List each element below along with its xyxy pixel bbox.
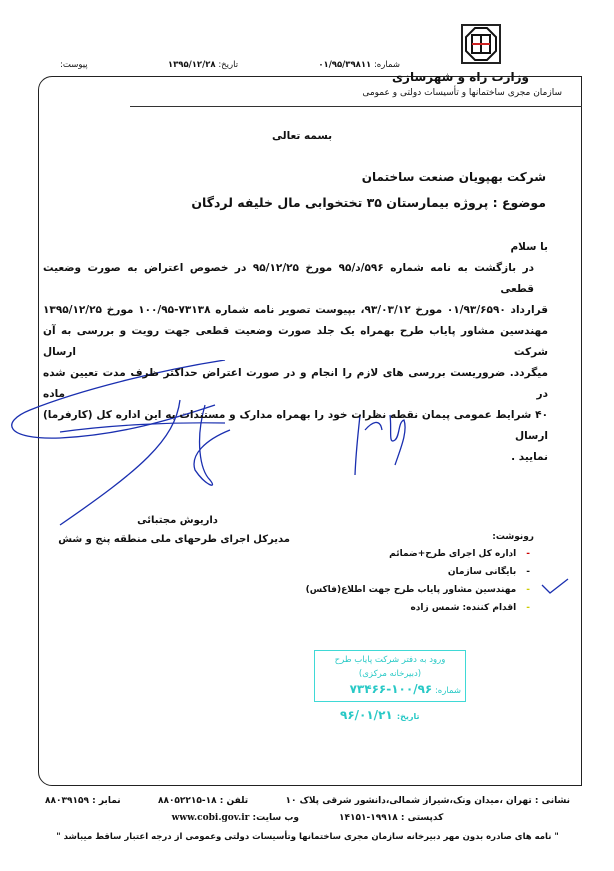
footer-fax: نمابر : ۸۸۰۳۹۱۵۹ <box>45 796 121 806</box>
organization-name: سازمان مجری ساختمانها و تأسیسات دولتی و عمومی <box>362 88 562 98</box>
footer-notice: " نامه های صادره بدون مهر دبیرخانه سازمان مجری ساختمانها وتأسیسات دولتی وعمومی از درجه اعتبار ساقط میباشد " <box>56 832 559 842</box>
date-value: ۱۳۹۵/۱۲/۲۸ <box>167 60 216 70</box>
footer-row-2 <box>45 813 570 823</box>
ministry-name: وزارت راه و شهرسازی <box>392 70 529 84</box>
recipient: شرکت بهپویان صنعت ساختمان <box>361 170 546 184</box>
cc-item: -مهندسین مشاور پایاب طرح جهت اطلاع(فاکس) <box>305 585 530 595</box>
signature-block <box>58 511 290 549</box>
signer-name: داریوش مجتبائی <box>137 515 218 526</box>
body-line: قرارداد ۰۱/۹۳/۶۵۹۰ مورخ ۹۳/۰۳/۱۲، بپیوست تصویر نامه شماره ۷۳۱۳۸-۱۰۰/۹۵ مورخ ۱۳۹۵/۱۲/۲۵ <box>43 304 548 316</box>
letter-number <box>318 60 400 70</box>
footer-row-1 <box>45 796 570 806</box>
footer-phone: تلفن : ۱۸-۸۸۰۵۲۲۱۵ <box>157 796 249 806</box>
body-line: مهندسین مشاور پایاب طرح بهمراه یک جلد صورت وضعیت قطعی جهت رویت و بررسی به آن شرکت ارسال <box>43 325 548 358</box>
body-line: نمایید . <box>511 451 548 463</box>
header-divider <box>130 106 582 107</box>
ministry-emblem-icon <box>461 24 501 64</box>
attachment-label: پیوست: <box>60 60 88 70</box>
number-label: شماره: <box>373 60 400 70</box>
letter-body <box>43 237 548 549</box>
letter-date <box>168 60 238 70</box>
cc-item: -بایگانی سازمان <box>447 567 530 577</box>
stamp-line: ورود به دفتر شرکت پایاب طرح <box>334 655 446 665</box>
body-line: میگردد. ضروریست بررسی های لازم را انجام و در صورت اعتراض حداکثر ظرف مدت تعیین شده در ماده <box>43 367 548 400</box>
checkmark-icon <box>540 577 570 597</box>
website-link[interactable]: www.cobi.gov.ir <box>171 813 250 823</box>
cc-heading: رونوشت: <box>492 532 534 542</box>
body-line: در بازگشت به نامه شماره ۵۹۶/د/۹۵ مورخ ۹۵/۱۲/۲۵ در خصوص اعتراض به صورت وضعیت قطعی <box>43 262 534 295</box>
invocation: بسمه تعالی <box>272 130 333 142</box>
stamp-number: ۱۰۰/۹۶-۷۳۴۶۶ <box>349 682 433 696</box>
letter-meta-row <box>60 60 400 70</box>
date-label: تاریخ: <box>218 60 239 70</box>
received-stamp <box>314 650 466 702</box>
body-line: ۴۰ شرایط عمومی پیمان نقطه نظرات خود را بهمراه مدارک و مستندات به این اداره کل (کارفرما) ارسال <box>43 409 548 442</box>
footer-postal-code: کدپستی : ۱۹۹۱۸-۱۴۱۵۱ <box>339 813 444 823</box>
stamp-number-label: شماره: <box>434 686 461 696</box>
signer-title: مدیرکل اجرای طرحهای ملی منطقه پنج و شش <box>58 534 290 545</box>
stamp-line: (دبیرخانه مرکزی) <box>358 669 422 679</box>
salutation: با سلام <box>510 241 548 253</box>
cc-item: -اداره کل اجرای طرح+ضمائم <box>389 549 530 559</box>
cc-item: -اقدام کننده: شمس زاده <box>410 603 530 613</box>
stamp-date: تاریخ: ۹۶/۰۱/۲۱ <box>340 708 420 722</box>
subject: موضوع : پروژه بیمارستان ۳۵ تختخوابی مال خلیفه لردگان <box>191 195 546 210</box>
footer-website: وب سایت: www.cobi.gov.ir <box>171 813 300 823</box>
footer-address: نشانی : تهران ،میدان ونک،شیراز شمالی،دانشور شرقی پلاک ۱۰ <box>285 796 570 806</box>
number-value: ۰۱/۹۵/۳۹۸۱۱ <box>318 60 372 70</box>
